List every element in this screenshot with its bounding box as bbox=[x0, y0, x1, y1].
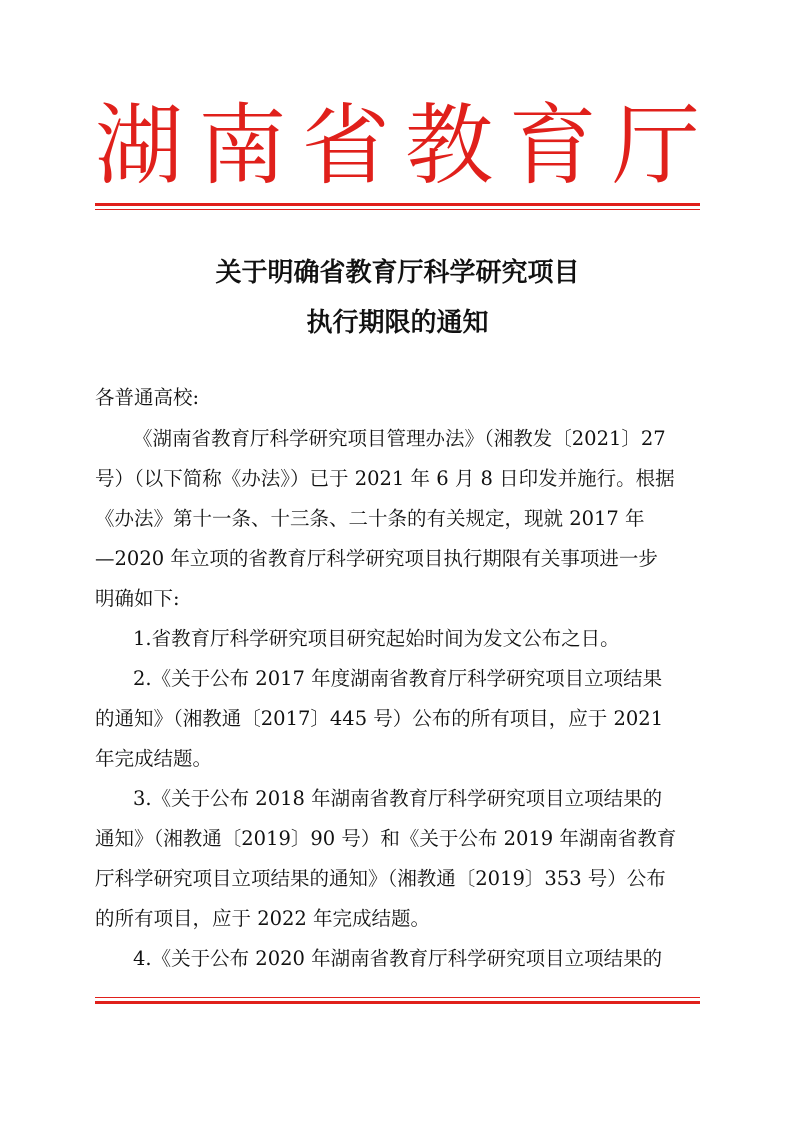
masthead-char: 育 bbox=[508, 94, 597, 197]
body-line: 4.《关于公布 2020 年湖南省教育厅科学研究项目立项结果的 bbox=[133, 947, 663, 970]
footer-rule-thick bbox=[95, 1001, 700, 1004]
body-line: 厅科学研究项目立项结果的通知》（湘教通〔2019〕353 号）公布 bbox=[95, 867, 666, 890]
body-line: 的通知》（湘教通〔2017〕445 号）公布的所有项目，应于 2021 bbox=[95, 707, 664, 730]
document-title-line-1: 关于明确省教育厅科学研究项目 bbox=[215, 258, 580, 288]
salutation: 各普通高校: bbox=[95, 386, 200, 409]
masthead-char: 教 bbox=[405, 94, 494, 197]
body-line: 明确如下: bbox=[95, 587, 180, 610]
body-line: 《办法》第十一条、十三条、二十条的有关规定，现就 2017 年 bbox=[95, 507, 645, 530]
masthead-char: 省 bbox=[301, 94, 390, 197]
footer-rule-thin bbox=[95, 997, 700, 998]
masthead-char: 厅 bbox=[611, 94, 700, 197]
header-rule-thick bbox=[95, 203, 700, 206]
document-title-line-2: 执行期限的通知 bbox=[306, 308, 489, 338]
body-line: 2.《关于公布 2017 年度湖南省教育厅科学研究项目立项结果 bbox=[133, 667, 663, 690]
body-line: 年完成结题。 bbox=[95, 747, 213, 770]
body-line: 3.《关于公布 2018 年湖南省教育厅科学研究项目立项结果的 bbox=[133, 787, 663, 810]
body-line: 1.省教育厅科学研究项目研究起始时间为发文公布之日。 bbox=[133, 627, 620, 650]
header-rule-thin bbox=[95, 209, 700, 210]
masthead-char: 湖 bbox=[95, 94, 184, 197]
masthead-char: 南 bbox=[198, 94, 287, 197]
body-line: —2020 年立项的省教育厅科学研究项目执行期限有关事项进一步 bbox=[95, 547, 658, 570]
body-line: 的所有项目，应于 2022 年完成结题。 bbox=[95, 907, 431, 930]
org-masthead bbox=[95, 96, 700, 196]
body-line: 通知》（湘教通〔2019〕90 号）和《关于公布 2019 年湖南省教育 bbox=[95, 827, 677, 850]
body-line: 号）（以下简称《办法》）已于 2021 年 6 月 8 日印发并施行。根据 bbox=[95, 467, 675, 490]
body-line: 《湖南省教育厅科学研究项目管理办法》（湘教发〔2021〕27 bbox=[133, 427, 666, 450]
